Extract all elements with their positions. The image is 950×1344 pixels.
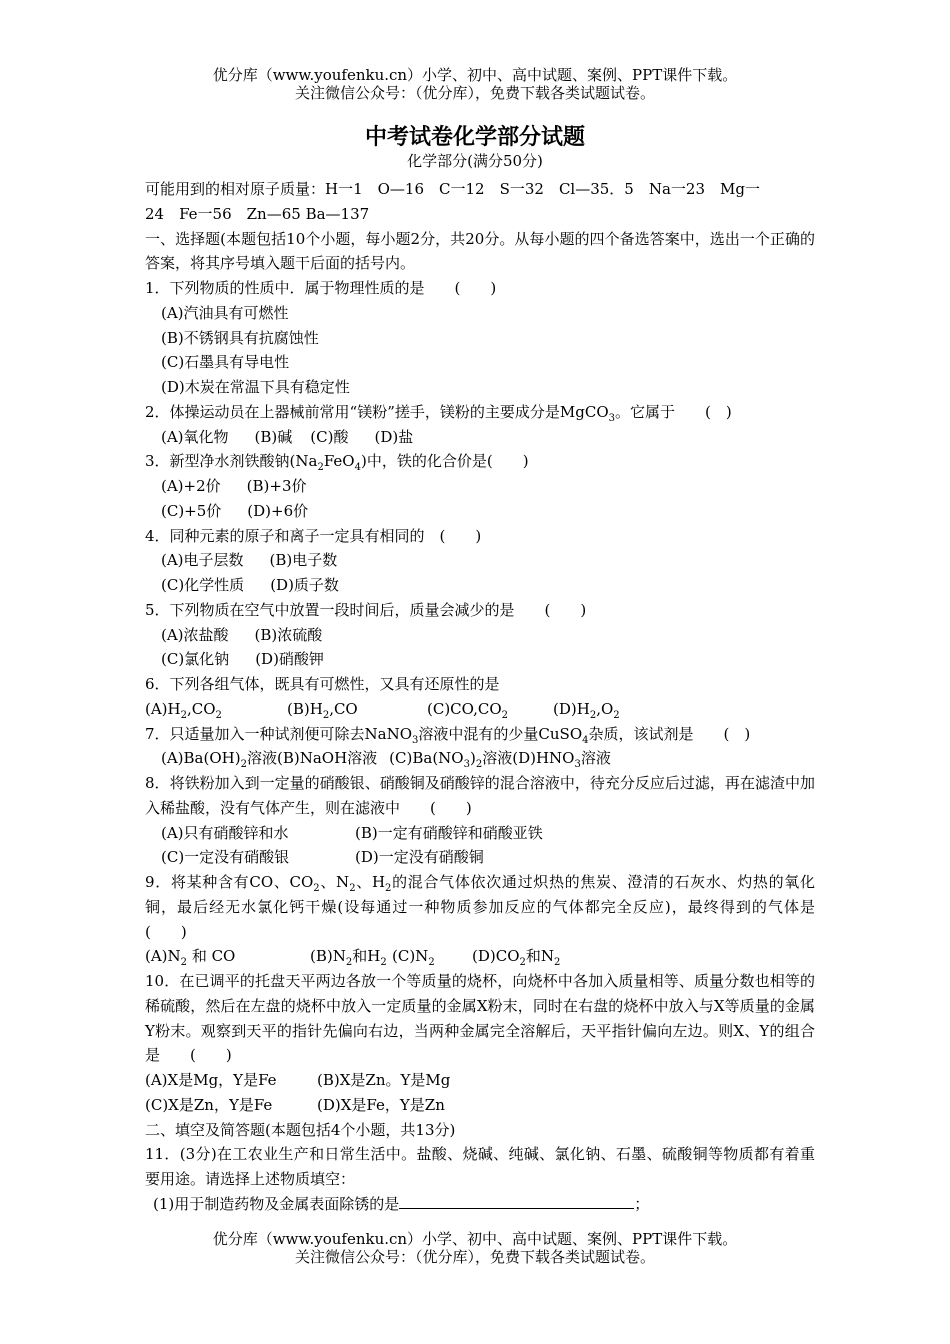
question-10-option-a: (A)X是Mg，Y是Fe	[145, 1071, 277, 1089]
question-9-option-c: $(C)N_2$	[392, 947, 435, 969]
question-3-option-c: (C)+5价	[161, 501, 222, 520]
question-7-option-c: $(C)Ba(NO_3)_2$溶液	[389, 749, 513, 771]
question-1-stem: 1．下列物质的性质中．属于物理性质的是 ( )	[145, 279, 497, 297]
question-8-options-ab	[145, 821, 815, 846]
question-1-option-b: (B)不锈钢具有抗腐蚀性	[161, 328, 319, 347]
question-4-options-cd	[145, 573, 815, 598]
atomic-masses-line-2: 24 Fe一56 Zn—65 Ba—137	[145, 204, 370, 223]
question-3-option-a: (A)+2价	[161, 477, 221, 495]
header-line-2: 关注微信公众号：（优分库），免费下载各类试题试卷。	[294, 84, 655, 102]
question-7-option-d: $(D)HNO_3$溶液	[512, 749, 611, 771]
section-2-heading: 二、填空及简答题(本题包括4个小题，共13分)	[145, 1120, 456, 1139]
question-6-options	[145, 697, 815, 722]
question-8-option-d: (D)一定没有硝酸铜	[355, 848, 484, 867]
question-9-option-d: $(D)CO_2$和$N_2$	[472, 947, 561, 969]
question-3-option-b: (B)+3价	[246, 477, 307, 495]
question-6-option-c: $(C)CO,CO_2$	[427, 699, 508, 721]
question-10-options-cd	[145, 1093, 815, 1118]
question-5-option-a: (A)浓盐酸	[161, 625, 229, 644]
question-9-stem: 9．将某种含有CO、$CO_2$、$N_2$、$H_2$的混合气体依次通过炽热的焦炭、澄清的石灰水、灼热的氧化铜，最后经无水氯化钙干燥(设每通过一种物质参加反应的气体都完全反应)，最终得到的气体是 ( )	[145, 873, 846, 941]
question-1-option-a: (A)汽油具有可燃性	[161, 303, 289, 322]
question-6-option-a: $(A)H_2,CO_2$	[145, 699, 222, 721]
question-4-option-a: (A)电子层数	[161, 551, 244, 570]
section-1-heading: 一、选择题(本题包括10个小题，每小题2分，共20分。从每小题的四个备选答案中，选出一个正确的答案，将其序号填入题干后面的括号内。	[145, 229, 815, 273]
question-4-option-d: (D)质子数	[270, 576, 339, 594]
question-1-option-c: (C)石墨具有导电性	[161, 353, 290, 372]
question-9-option-a: $(A)N_2$ 和 CO	[145, 947, 236, 969]
page-footer	[0, 1230, 950, 1266]
question-8-option-a: (A)只有硝酸锌和水	[161, 823, 289, 842]
question-8-option-c: (C)一定没有硝酸银	[161, 848, 290, 867]
question-1-option-d: (D)木炭在常温下具有稳定性	[161, 378, 350, 396]
question-3-option-d: (D)+6价	[247, 501, 309, 520]
question-4-options-ab	[145, 548, 815, 573]
question-5-option-b: (B)浓硫酸	[254, 625, 323, 644]
question-8-options-cd	[145, 845, 815, 870]
question-3-options-cd	[145, 499, 815, 524]
question-7-stem: 7．只适量加入一种试剂便可除去NaNO$_3$溶液中混有的少量CuSO$_4$杂质，该试剂是 ( )	[145, 724, 751, 746]
question-4-stem: 4．同种元素的原子和离子一定具有相同的 ( )	[145, 526, 482, 545]
question-7-options	[145, 746, 815, 771]
question-11-stem: 11．(3分)在工农业生产和日常生活中。盐酸、烧碱、纯碱、氯化钠、石墨、硫酸铜等物质都有着重要用途。请选择上述物质填空：	[145, 1145, 815, 1188]
question-5-option-c: (C)氯化钠	[161, 650, 230, 669]
question-5-stem: 5．下列物质在空气中放置一段时间后，质量会减少的是 ( )	[145, 600, 587, 619]
question-9-options	[145, 944, 815, 969]
question-10-options-ab	[145, 1068, 815, 1093]
question-2-option-a: (A)氧化物	[161, 427, 229, 446]
question-2-stem: 2．体操运动员在上器械前常用“镁粉”搓手，镁粉的主要成分是MgCO$_3$。它属于 ( )	[145, 402, 732, 424]
question-6-option-d: $(D)H_2,O_2$	[553, 699, 620, 721]
answer-blank[interactable]	[399, 1194, 634, 1209]
question-10-option-b: (B)X是Zn。Y是Mg	[317, 1071, 451, 1089]
footer-line-1: 优分库（www.youfenku.cn）小学、初中、高中试题、案例、PPT课件下载。	[212, 1230, 738, 1248]
question-9-option-b: $(B)N_2$和$H_2$	[310, 947, 387, 969]
question-10-option-c: (C)X是Zn，Y是Fe	[145, 1095, 273, 1114]
question-6-option-b: $(B)H_2,CO$	[287, 699, 358, 721]
question-10-option-d: (D)X是Fe，Y是Zn	[317, 1095, 445, 1114]
question-10-stem: 10．在已调平的托盘天平两边各放一个等质量的烧杯，向烧杯中各加入质量相等、质量分数也相等的稀硫酸，然后在左盘的烧杯中放入一定质量的金属X粉末，同时在右盘的烧杯中放入与X等质量的金属Y粉末。观察到天平的指针先偏向右边，当两种金属完全溶解后，天平指针偏向左边。则X、Y的组合是 ( )	[145, 972, 815, 1065]
question-3-stem: 3．新型净水剂铁酸钠$(Na_2FeO_4)$中，铁的化合价是( )	[145, 452, 529, 474]
question-2-option-b: (B)碱	[254, 427, 293, 446]
question-4-option-c: (C)化学性质	[161, 576, 245, 594]
question-2-option-d: (D)盐	[374, 427, 414, 446]
question-5-options-ab	[145, 623, 815, 648]
header-line-1: 优分库（www.youfenku.cn）小学、初中、高中试题、案例、PPT课件下载。	[212, 66, 738, 84]
footer-line-2: 关注微信公众号：（优分库），免费下载各类试题试卷。	[294, 1248, 655, 1266]
page-title: 中考试卷化学部分试题	[364, 124, 585, 150]
question-5-options-cd	[145, 647, 815, 672]
question-5-option-d: (D)硝酸钾	[255, 650, 324, 669]
atomic-masses-line-1: 可能用到的相对原子质量：H一1 O—16 C一12 S一32 Cl—35．5 Na一23 Mg一	[145, 180, 760, 198]
page-header	[0, 66, 950, 102]
question-8-option-b: (B)一定有硝酸锌和硝酸亚铁	[355, 823, 543, 842]
question-2-option-c: (C)酸	[310, 427, 349, 446]
question-11-part-1: (1)用于制造药物及金属表面除锈的是 ；	[153, 1194, 650, 1213]
question-4-option-b: (B)电子数	[269, 551, 338, 570]
exam-body	[145, 177, 846, 1217]
question-2-options	[145, 425, 815, 450]
page-subtitle: 化学部分(满分50分)	[407, 152, 543, 170]
question-8-stem: 8．将铁粉加入到一定量的硝酸银、硝酸铜及硝酸锌的混合溶液中，待充分反应后过滤，再在滤渣中加入稀盐酸，没有气体产生，则在滤液中 ( )	[145, 774, 815, 817]
question-7-option-a: $(A)Ba(OH)_2$溶液	[161, 749, 277, 771]
question-7-option-b: (B)NaOH溶液	[276, 749, 378, 768]
question-3-options-ab	[145, 474, 815, 499]
question-6-stem: 6．下列各组气体，既具有可燃性，又具有还原性的是	[145, 675, 500, 693]
